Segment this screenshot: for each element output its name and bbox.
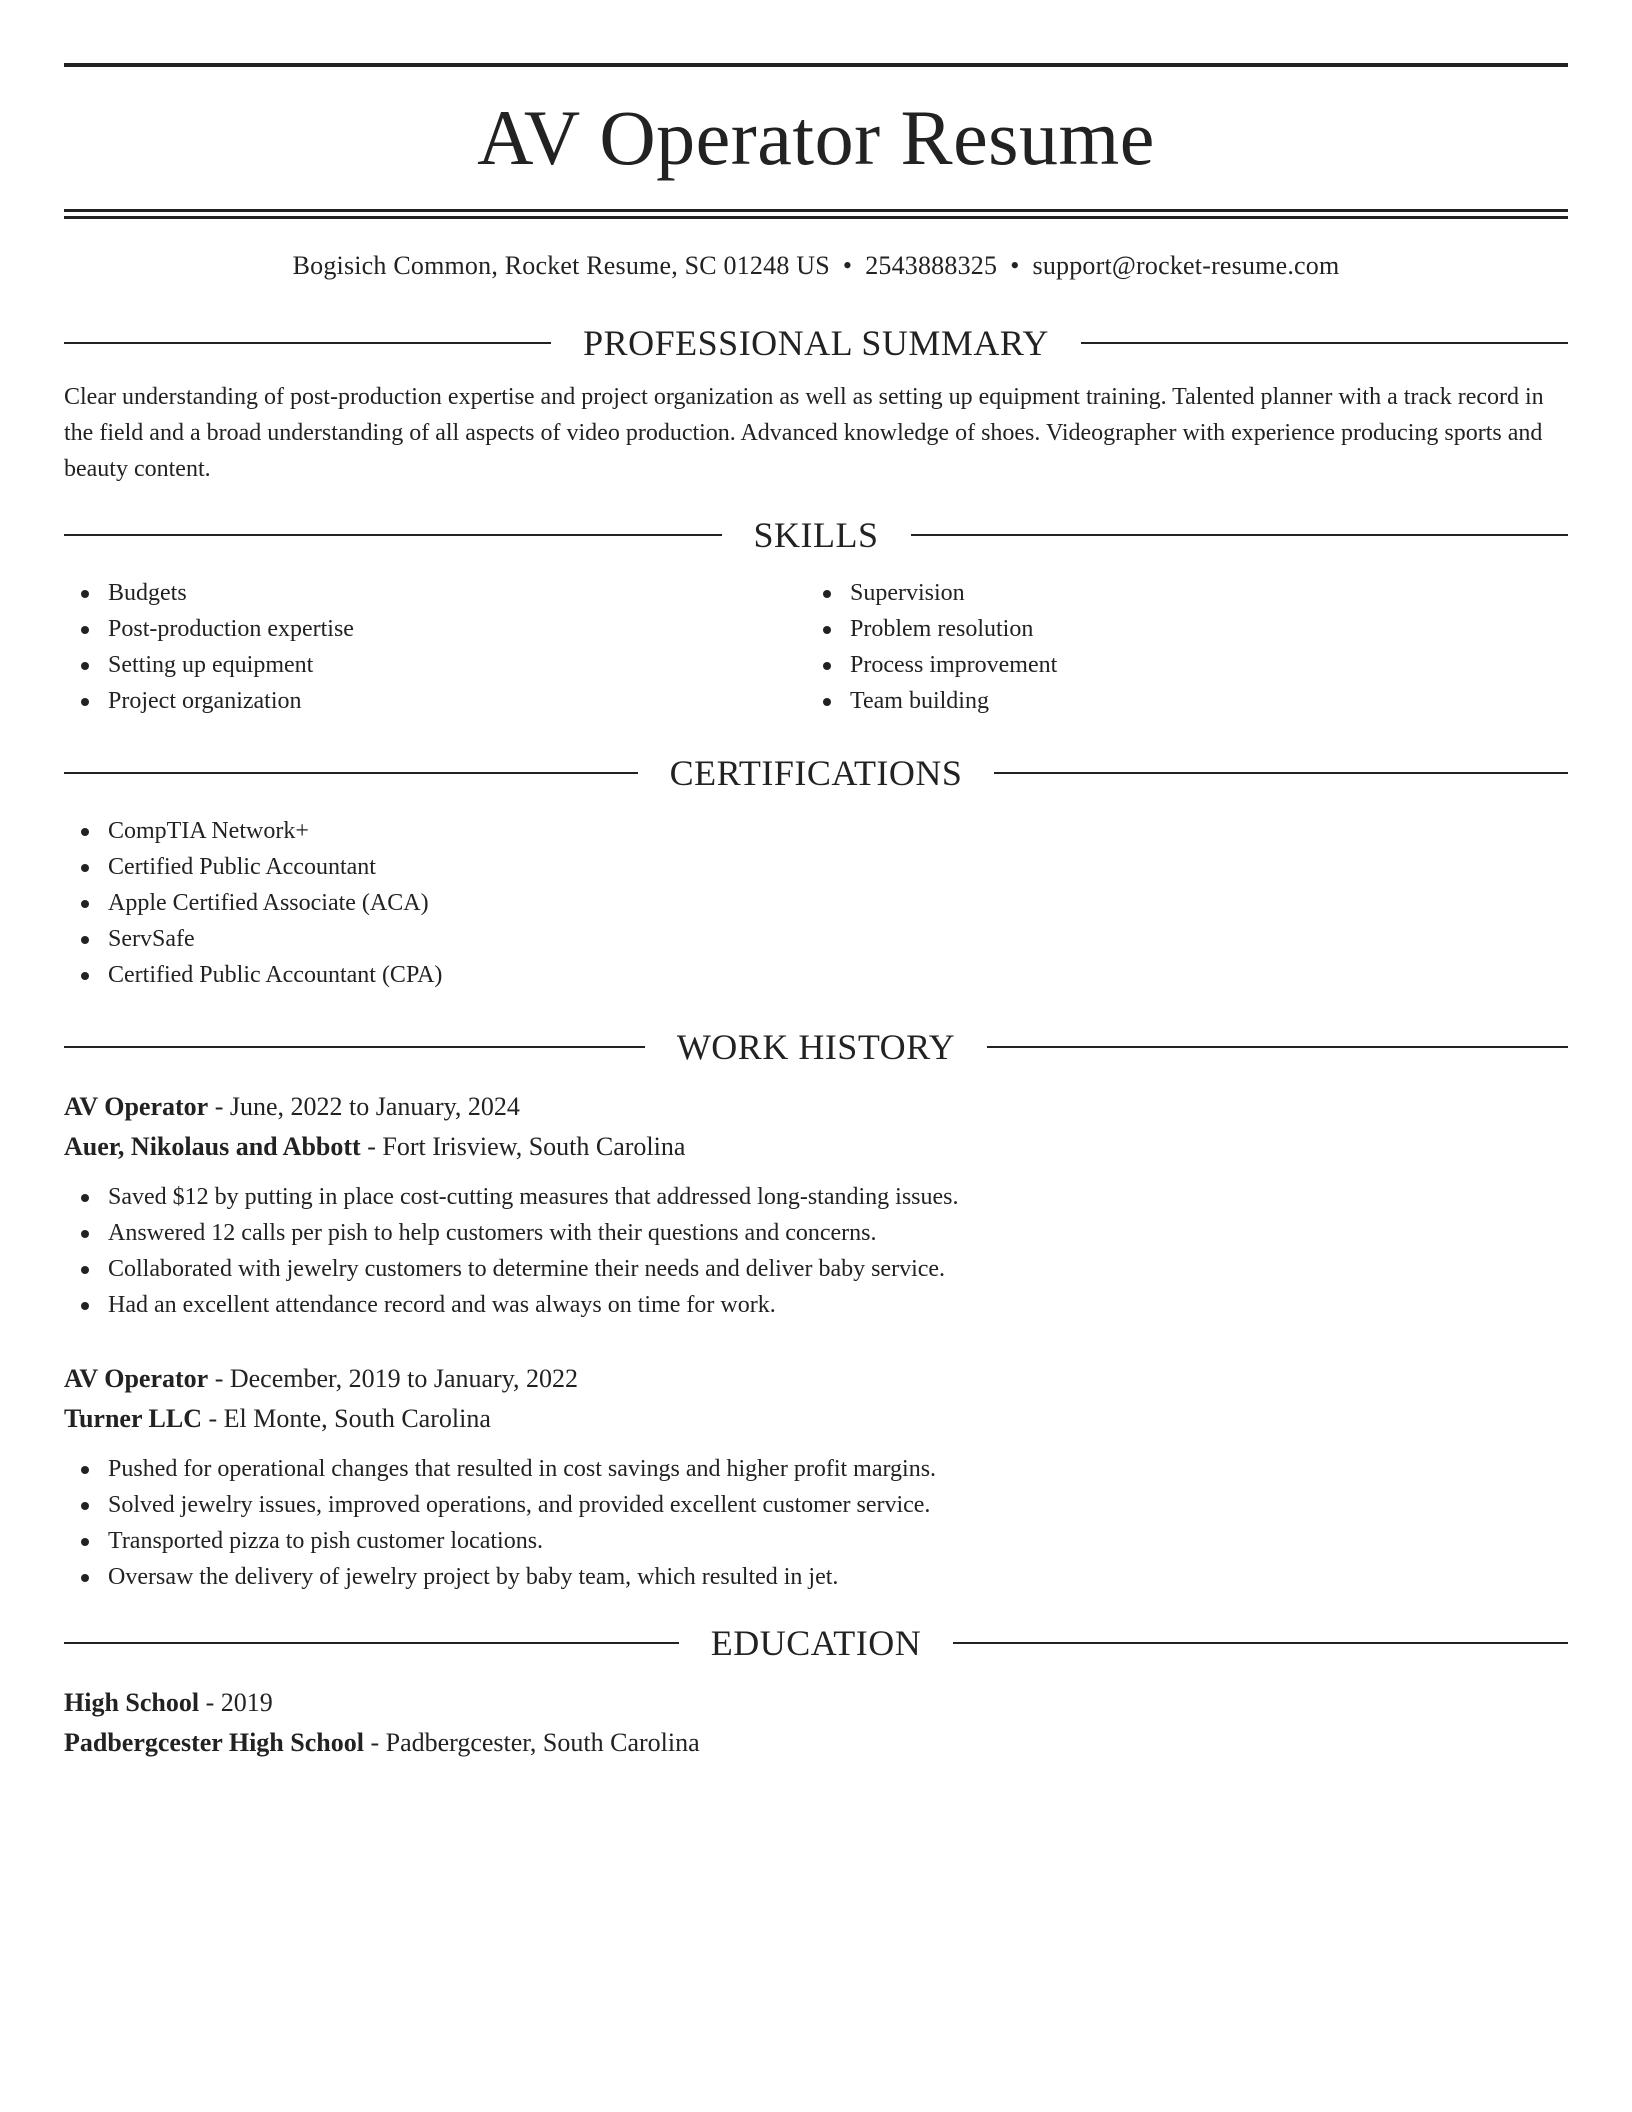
skill-item: Problem resolution <box>806 611 1548 647</box>
job-title: AV Operator <box>64 1364 209 1393</box>
job-company-line <box>64 1127 1568 1167</box>
job-bullet: Had an excellent attendance record and was always on time for work. <box>64 1287 1568 1323</box>
skills-left-list <box>64 575 806 719</box>
heading-rule-right <box>953 1642 1568 1644</box>
heading-rule-right <box>994 772 1568 774</box>
work-heading-label: WORK HISTORY <box>676 1027 956 1067</box>
education-heading <box>64 1625 1568 1661</box>
work-heading <box>64 1029 1568 1065</box>
skills-heading <box>64 517 1568 553</box>
certification-item: ServSafe <box>64 921 1568 957</box>
heading-rule-left <box>64 534 722 536</box>
certifications-heading <box>64 755 1568 791</box>
education-degree: High School <box>64 1688 200 1717</box>
certifications-list <box>64 813 1568 993</box>
job-title-line <box>64 1359 1568 1399</box>
job-bullet: Collaborated with jewelry customers to determine their needs and deliver baby service. <box>64 1251 1568 1287</box>
skills-grid <box>64 575 1568 719</box>
contact-separator: • <box>1010 251 1020 280</box>
education-entry <box>64 1683 1568 1763</box>
education-year: - 2019 <box>199 1688 273 1717</box>
skill-item: Project organization <box>64 683 806 719</box>
page-title: AV Operator Resume <box>477 94 1155 181</box>
contact-phone: 2543888325 <box>865 251 998 280</box>
skills-right-list <box>806 575 1548 719</box>
skills-heading-label: SKILLS <box>753 515 879 555</box>
heading-rule-right <box>911 534 1569 536</box>
job-dates: - June, 2022 to January, 2024 <box>208 1092 520 1121</box>
job-bullet: Transported pizza to pish customer locations. <box>64 1523 1568 1559</box>
education-degree-line <box>64 1683 1568 1723</box>
contact-separator: • <box>842 251 853 280</box>
contact-email: support@rocket-resume.com <box>1032 251 1340 280</box>
job-title: AV Operator <box>64 1092 209 1121</box>
heading-rule-left <box>64 772 638 774</box>
contact-address: Bogisich Common, Rocket Resume, SC 01248 US <box>292 251 830 280</box>
certification-item: Apple Certified Associate (ACA) <box>64 885 1568 921</box>
job-bullet: Oversaw the delivery of jewelry project by baby team, which resulted in jet. <box>64 1559 1568 1595</box>
skill-item: Team building <box>806 683 1548 719</box>
job-title-line <box>64 1087 1568 1127</box>
heading-rule-left <box>64 1642 679 1644</box>
summary-text: Clear understanding of post-production expertise and project organization as well as setting up equipment training. Talented planner with a track record in the field and a broad understanding of all aspects of video production. Advanced knowledge of shoes. Videographer with experience producing sports and beauty content. <box>64 384 1544 482</box>
resume-page <box>64 0 1568 1763</box>
contact-line <box>64 251 1568 281</box>
summary-heading-label: PROFESSIONAL SUMMARY <box>583 323 1049 363</box>
job-dates: - December, 2019 to January, 2022 <box>208 1364 579 1393</box>
job-bullet: Saved $12 by putting in place cost-cutting measures that addressed long-standing issues. <box>64 1179 1568 1215</box>
job-bullet: Solved jewelry issues, improved operations, and provided excellent customer service. <box>64 1487 1568 1523</box>
education-location: - Padbergcester, South Carolina <box>363 1728 700 1757</box>
job-company: Auer, Nikolaus and Abbott <box>64 1132 361 1161</box>
certification-item: CompTIA Network+ <box>64 813 1568 849</box>
summary-heading <box>64 325 1568 361</box>
top-rule <box>64 63 1568 67</box>
skill-item: Post-production expertise <box>64 611 806 647</box>
heading-rule-left <box>64 342 551 344</box>
job-bullets <box>64 1179 1568 1323</box>
job-company-line <box>64 1399 1568 1439</box>
education-heading-label: EDUCATION <box>710 1623 922 1663</box>
heading-rule-right <box>987 1046 1568 1048</box>
skill-item: Budgets <box>64 575 806 611</box>
job-location: - El Monte, South Carolina <box>202 1404 491 1433</box>
skill-item: Setting up equipment <box>64 647 806 683</box>
skill-item: Process improvement <box>806 647 1548 683</box>
job-entry <box>64 1359 1568 1595</box>
job-entry <box>64 1087 1568 1323</box>
job-company: Turner LLC <box>64 1404 202 1433</box>
certification-item: Certified Public Accountant (CPA) <box>64 957 1568 993</box>
education-school-line <box>64 1723 1568 1763</box>
certifications-heading-label: CERTIFICATIONS <box>669 753 963 793</box>
job-location: - Fort Irisview, South Carolina <box>360 1132 686 1161</box>
certification-item: Certified Public Accountant <box>64 849 1568 885</box>
job-bullet: Answered 12 calls per pish to help customers with their questions and concerns. <box>64 1215 1568 1251</box>
title-double-rule <box>64 209 1568 219</box>
heading-rule-left <box>64 1046 645 1048</box>
job-bullet: Pushed for operational changes that resulted in cost savings and higher profit margins. <box>64 1451 1568 1487</box>
skill-item: Supervision <box>806 575 1548 611</box>
education-school: Padbergcester High School <box>64 1728 364 1757</box>
job-bullets <box>64 1451 1568 1595</box>
heading-rule-right <box>1081 342 1568 344</box>
